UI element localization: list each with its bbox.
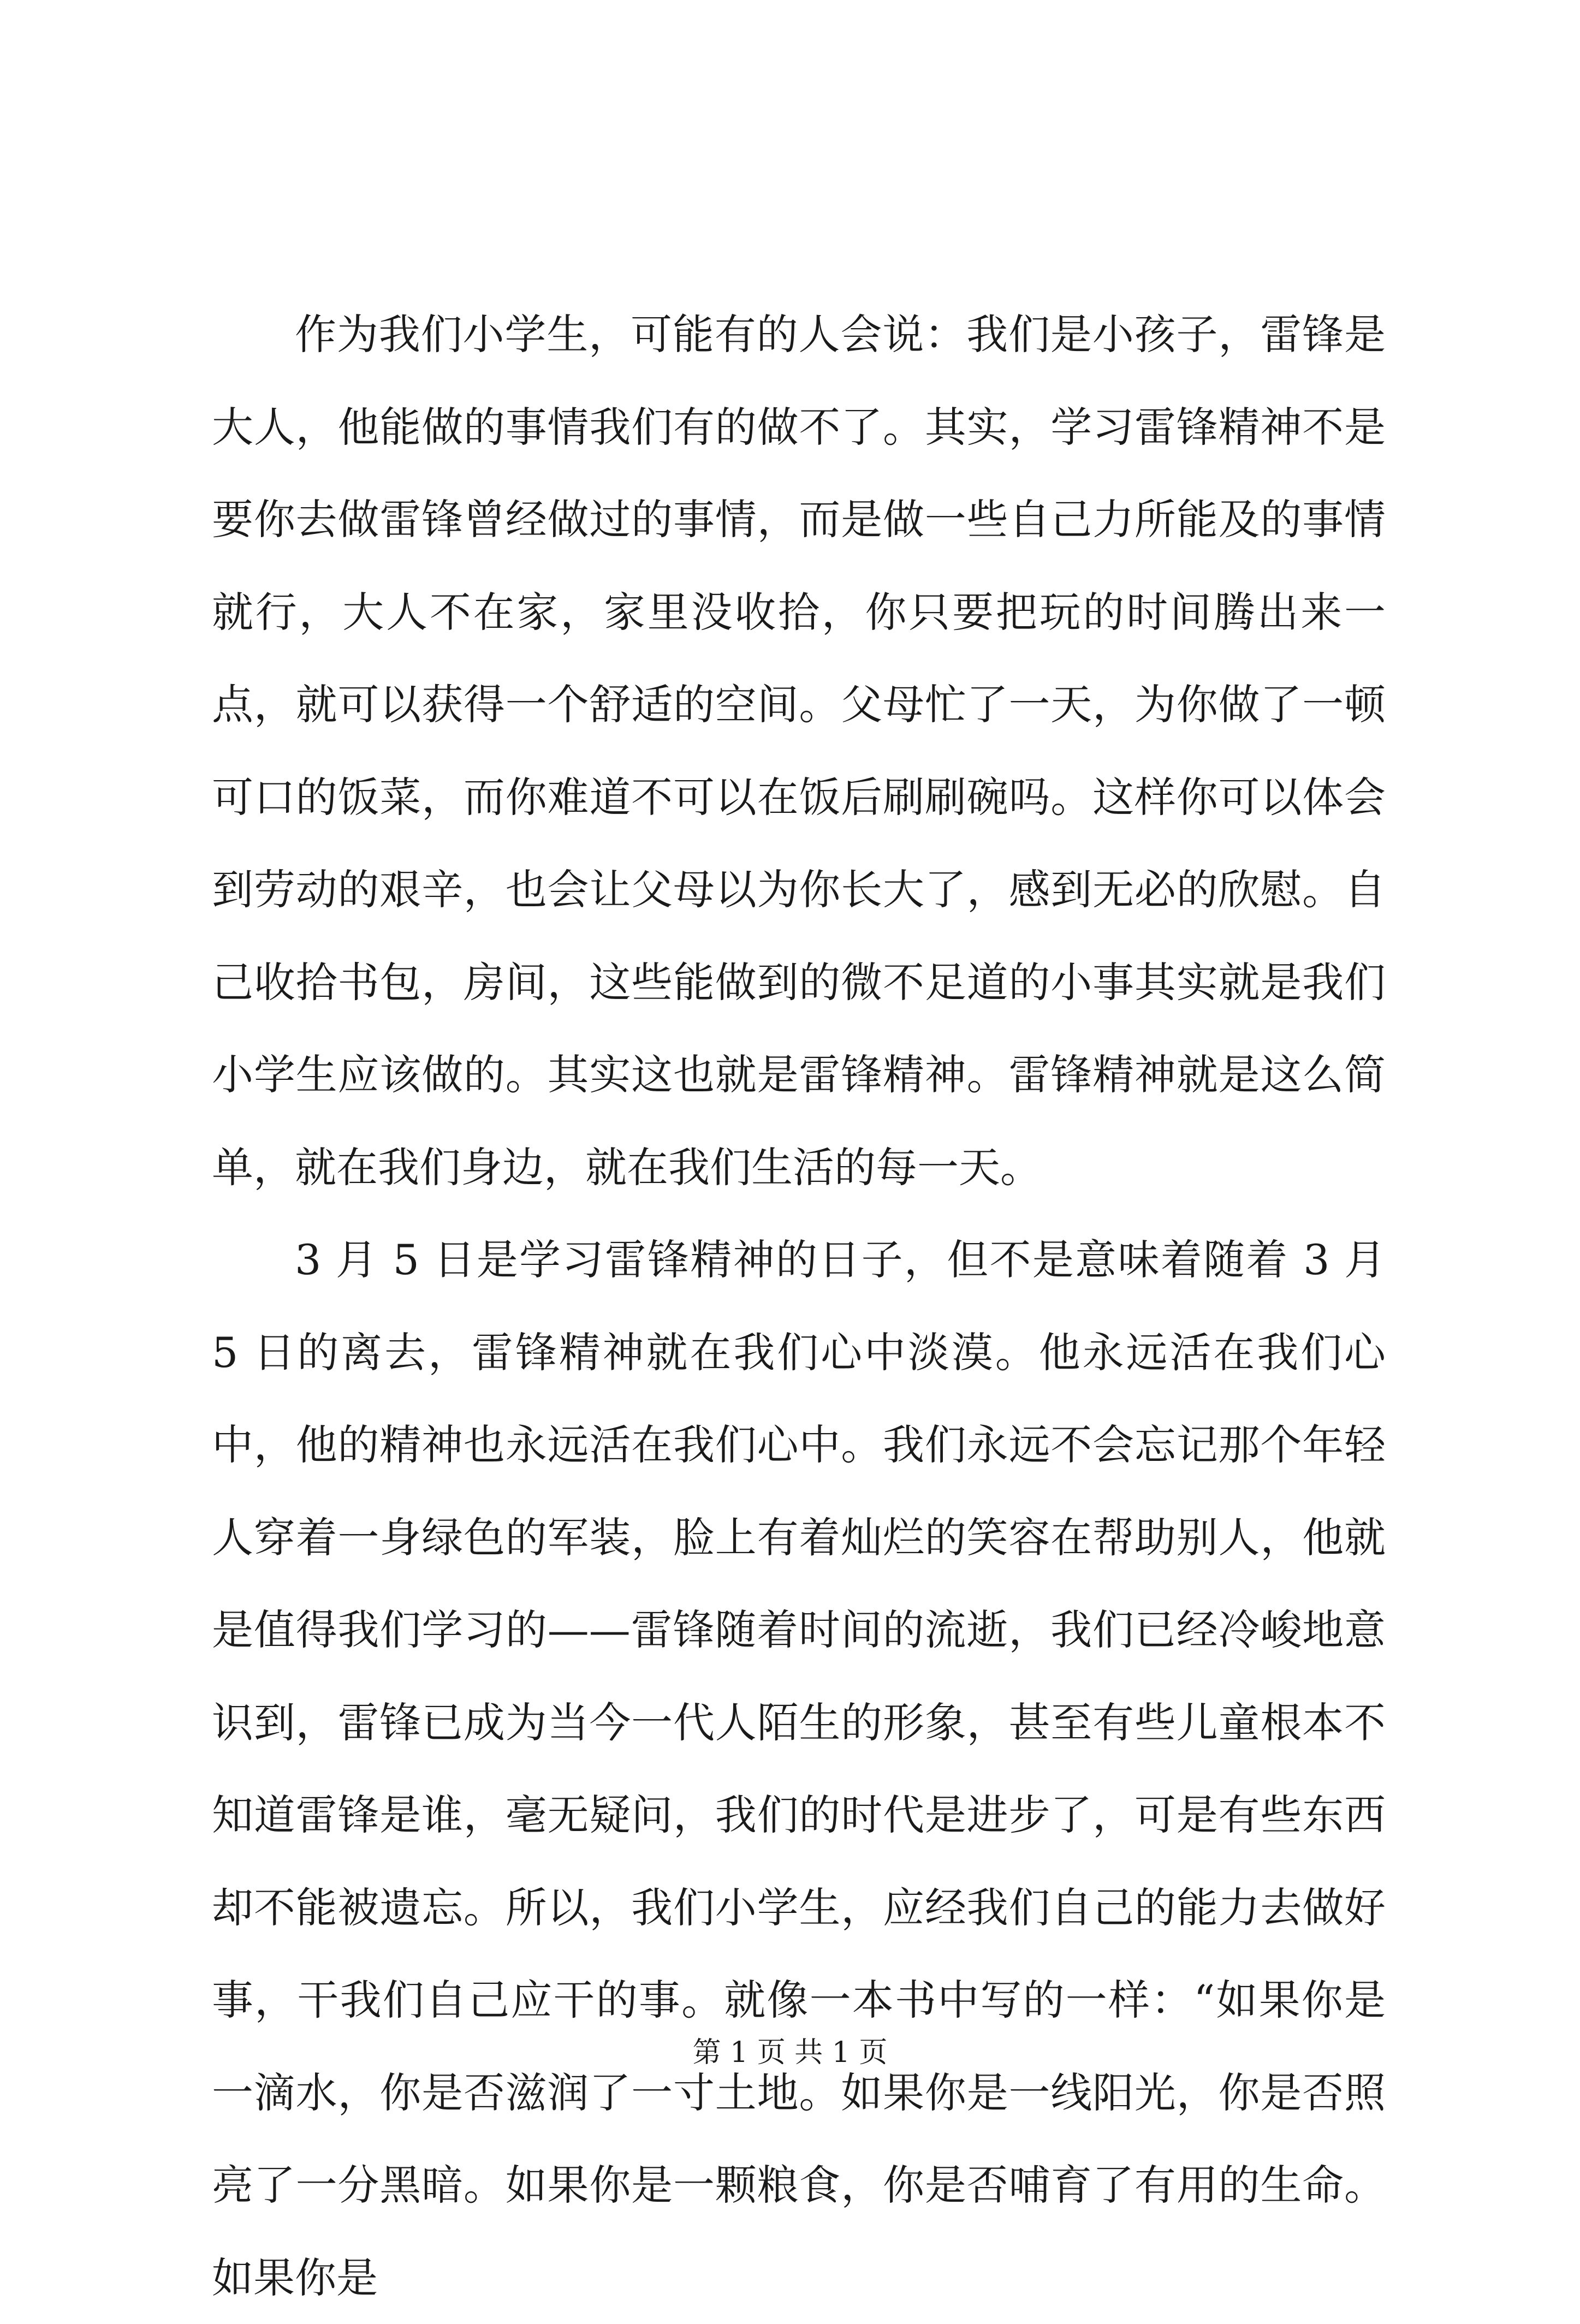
page-footer: 第 1 页 共 1 页: [692, 2036, 888, 2069]
paragraph: 作为我们小学生，可能有的人会说：我们是小孩子，雷锋是大人，他能做的事情我们有的做不了。其实，学习雷锋精神不是要你去做雷锋曾经做过的事情，而是做一些自己力所能及的事情就行，大人不在家，家里没收拾，你只要把玩的时间腾出来一点，就可以获得一个舒适的空间。父母忙了一天，为你做了一顿可口的饭菜，而你难道不可以在饭后刷刷碗吗。这样你可以体会到劳动的艰辛，也会让父母以为你长大了，感到无必的欣慰。自己收拾书包，房间，这些能做到的微不足道的小事其实就是我们小学生应该做的。其实这也就是雷锋精神。雷锋精神就是这么简单，就在我们身边，就在我们生活的每一天。: [212, 310, 1386, 1192]
document-body: [212, 288, 1399, 2324]
paragraph: 3 月 5 日是学习雷锋精神的日子，但不是意味着随着 3 月 5 日的离去，雷锋精神就在我们心中淡漠。他永远活在我们心中，他的精神也永远活在我们心中。我们永远不会忘记那个年轻人穿着一身绿色的军装，脸上有着灿烂的笑容在帮助别人，他就是值得我们学习的——雷锋随着时间的流逝，我们已经冷峻地意识到，雷锋已成为当今一代人陌生的形象，甚至有些儿童根本不知道雷锋是谁，毫无疑问，我们的时代是进步了，可是有些东西却不能被遗忘。所以，我们小学生，应经我们自己的能力去做好事，干我们自己应干的事。就像一本书中写的一样：“如果你是一滴水，你是否滋润了一寸土地。如果你是一线阳光，你是否照亮了一分黑暗。如果你是一颗粮食，你是否哺育了有用的生命。如果你是: [212, 1235, 1399, 2302]
